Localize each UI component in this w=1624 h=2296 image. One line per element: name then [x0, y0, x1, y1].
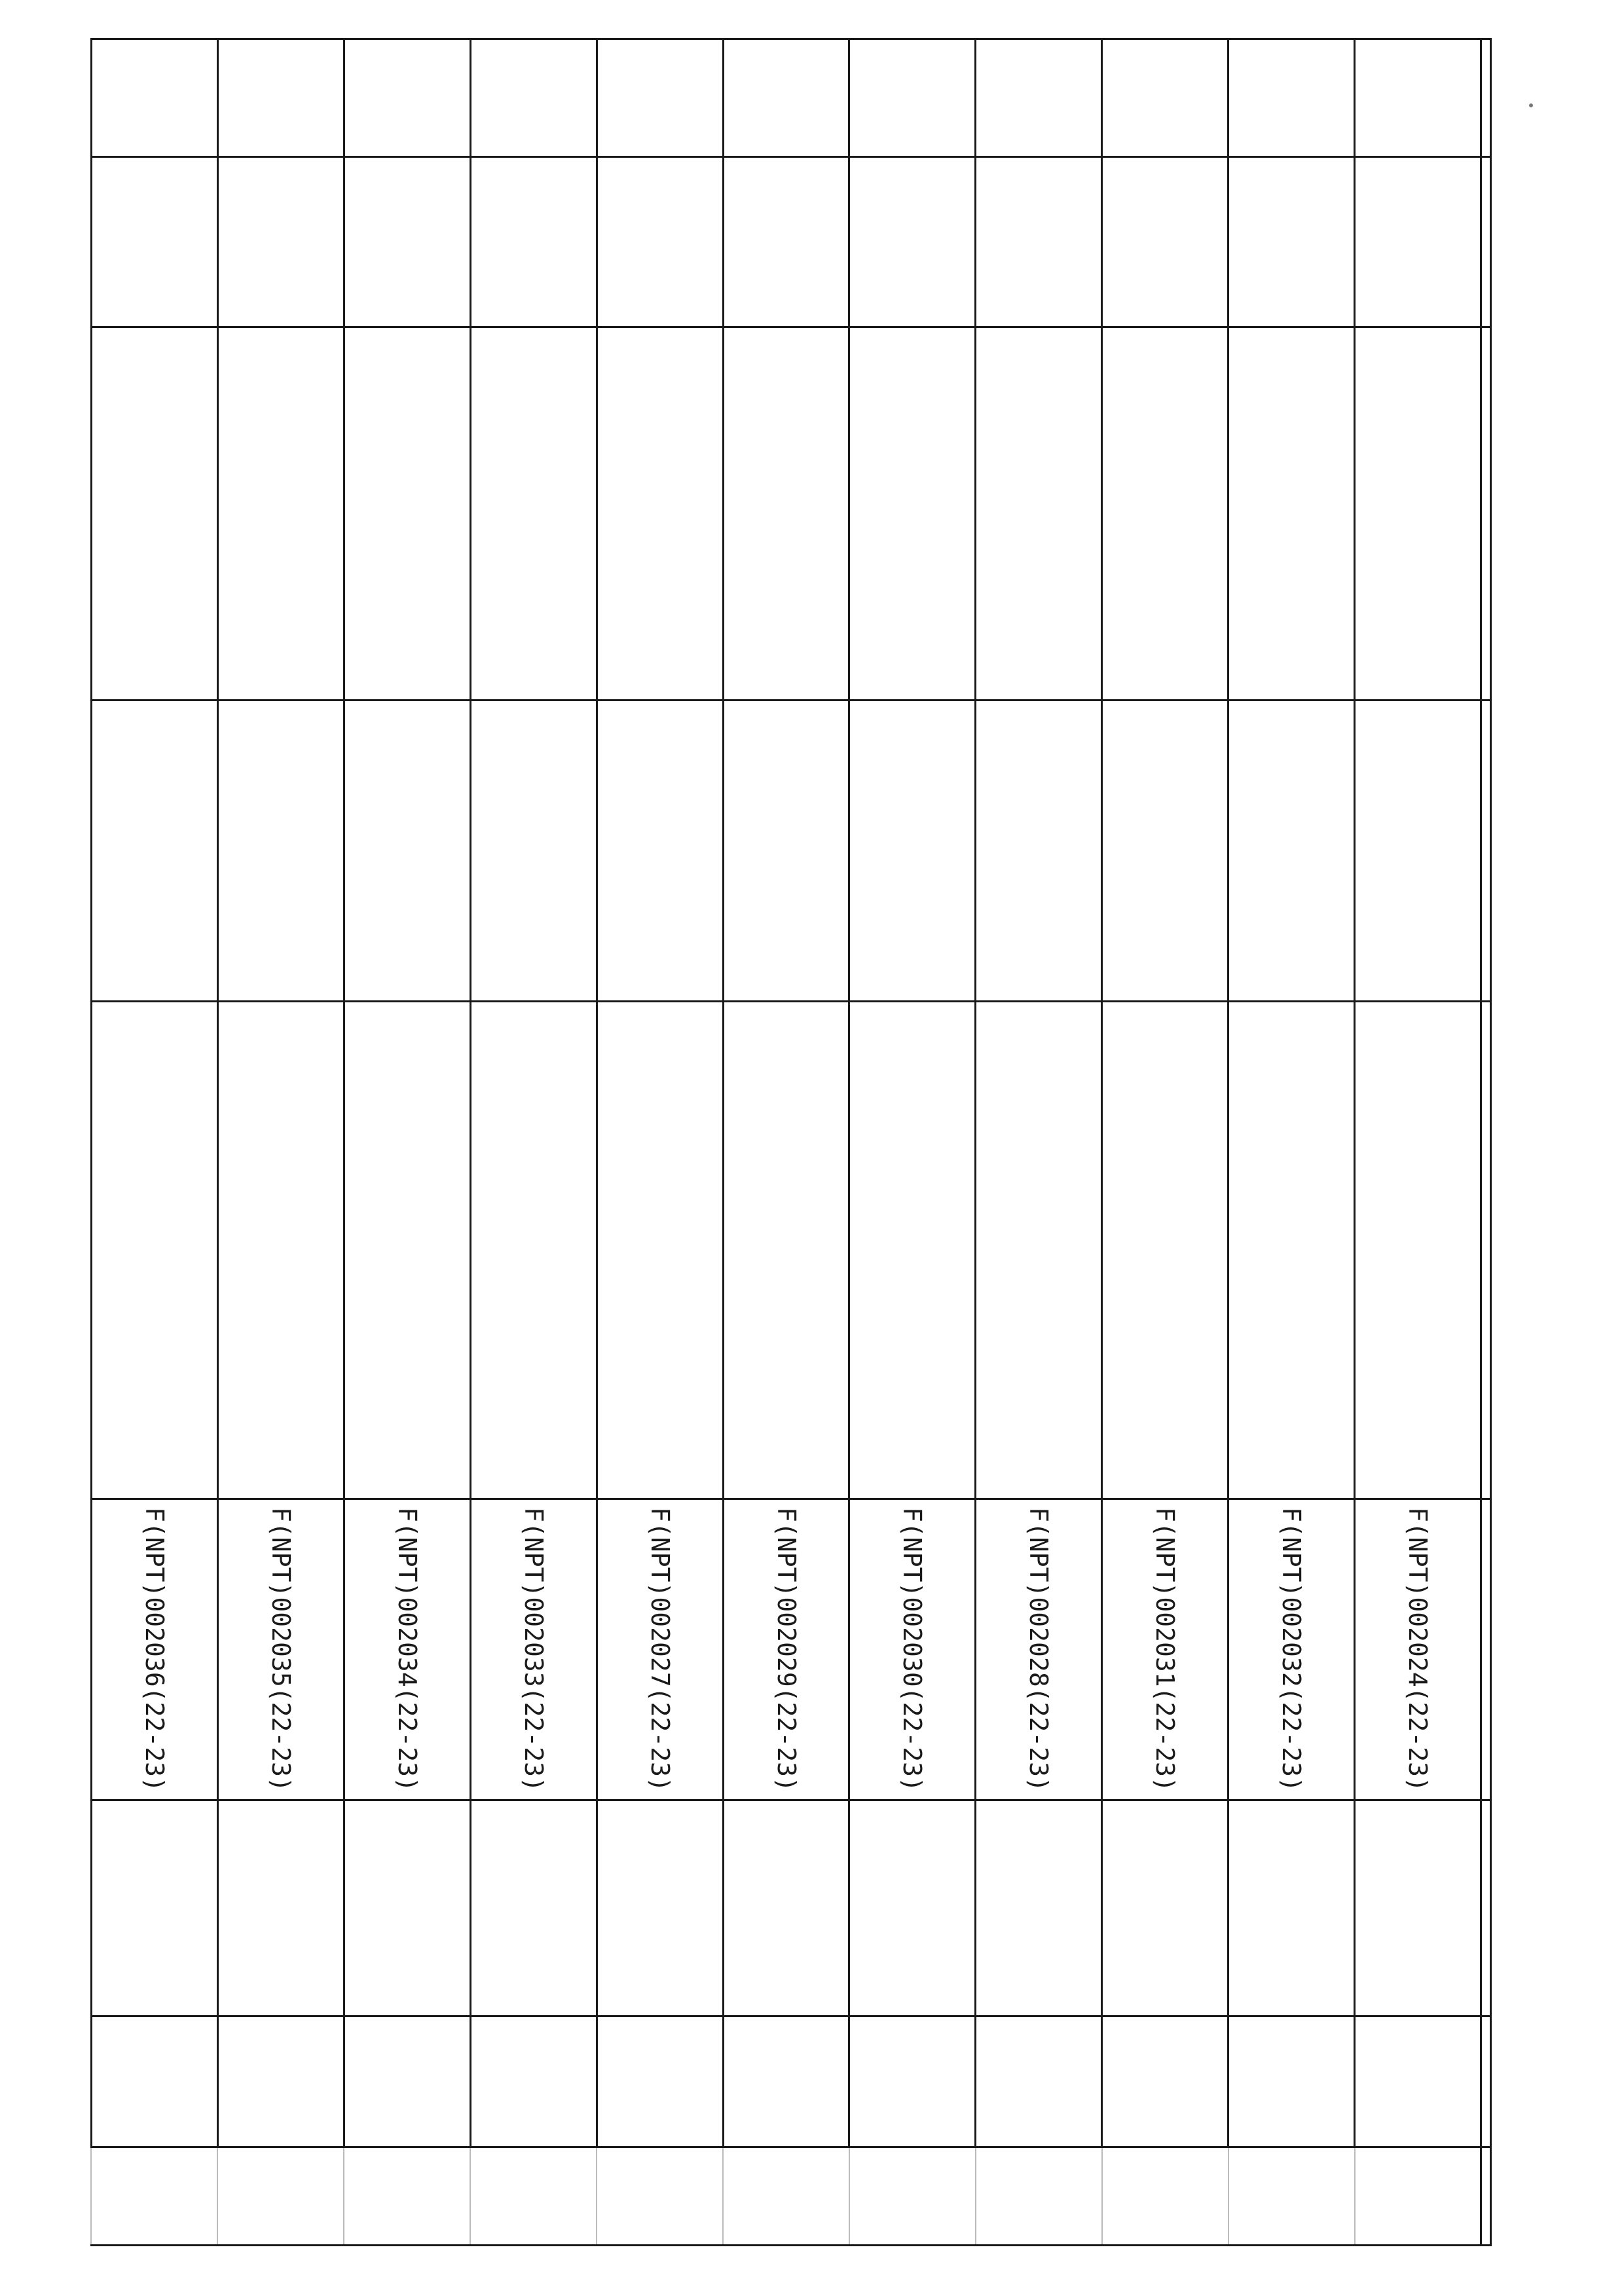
table-row: [976, 39, 1102, 2246]
row-status: [849, 2016, 976, 2147]
row-date: [976, 157, 1102, 327]
row-address: [344, 1002, 470, 1499]
row-place: [92, 701, 218, 1002]
row-file-no: F(NPT)002034(22-23): [344, 1499, 470, 1800]
row-address: [1228, 1002, 1355, 1499]
row-no: [217, 39, 344, 157]
row-file-no: F(NPT)002031(22-23): [1102, 1499, 1228, 1800]
table-row: [1355, 39, 1481, 2246]
row-applicant: [1102, 327, 1228, 701]
scan-mark: [1529, 103, 1533, 107]
row-township: [1102, 1800, 1228, 2016]
row-place: [1102, 701, 1228, 1002]
row-place: [1355, 701, 1481, 1002]
table-row: [1228, 39, 1355, 2246]
header-file-no: [1481, 1499, 1491, 1800]
row-applicant: [723, 327, 849, 701]
row-applicant: [597, 327, 723, 701]
row-address: [849, 1002, 976, 1499]
row-file-no: F(NPT)002028(22-23): [976, 1499, 1102, 1800]
row-no: [1102, 39, 1228, 157]
row-date: [1228, 157, 1355, 327]
row-applicant: [470, 327, 597, 701]
row-action: [344, 2147, 470, 2246]
row-status: [92, 2016, 218, 2147]
row-address: [1355, 1002, 1481, 1499]
row-township: [217, 1800, 344, 2016]
row-no: [1228, 39, 1355, 157]
row-file-no: F(NPT)002033(22-23): [470, 1499, 597, 1800]
row-place: [723, 701, 849, 1002]
row-address: [597, 1002, 723, 1499]
row-applicant: [849, 327, 976, 701]
table-row: [470, 39, 597, 2246]
row-applicant: [976, 327, 1102, 701]
row-action: [217, 2147, 344, 2246]
row-address: [92, 1002, 218, 1499]
row-no: [344, 39, 470, 157]
row-township: [723, 1800, 849, 2016]
row-no: [470, 39, 597, 157]
row-address: [1102, 1002, 1228, 1499]
row-township: [597, 1800, 723, 2016]
row-place: [344, 701, 470, 1002]
row-date: [470, 157, 597, 327]
register-sheet: [90, 38, 1492, 2244]
row-place: [470, 701, 597, 1002]
row-address: [723, 1002, 849, 1499]
row-township: [849, 1800, 976, 2016]
row-no: [597, 39, 723, 157]
row-file-no: F(NPT)002036(22-23): [92, 1499, 218, 1800]
row-file-no: F(NPT)002030(22-23): [849, 1499, 976, 1800]
row-date: [1355, 157, 1481, 327]
row-action: [92, 2147, 218, 2246]
table-row: [1102, 39, 1228, 2246]
row-address: [217, 1002, 344, 1499]
header-no: [1481, 39, 1491, 157]
row-township: [92, 1800, 218, 2016]
row-applicant: [1228, 327, 1355, 701]
row-township: [1228, 1800, 1355, 2016]
row-date: [849, 157, 976, 327]
row-place: [597, 701, 723, 1002]
header-applicant: [1481, 327, 1491, 701]
row-file-no: F(NPT)002027(22-23): [597, 1499, 723, 1800]
table-row: [597, 39, 723, 2246]
row-status: [344, 2016, 470, 2147]
row-date: [723, 157, 849, 327]
header-row: [1481, 39, 1491, 2246]
row-status: [1102, 2016, 1228, 2147]
row-status: [1355, 2016, 1481, 2147]
header-place: [1481, 701, 1491, 1002]
header-action: [1481, 2147, 1491, 2246]
row-status: [723, 2016, 849, 2147]
row-status: [1228, 2016, 1355, 2147]
row-action: [597, 2147, 723, 2246]
table-row: [344, 39, 470, 2246]
row-date: [217, 157, 344, 327]
row-place: [1228, 701, 1355, 1002]
table-row: [723, 39, 849, 2246]
row-no: [976, 39, 1102, 157]
register-table: [90, 38, 1492, 2246]
header-address: [1481, 1002, 1491, 1499]
row-applicant: [92, 327, 218, 701]
table-row: [849, 39, 976, 2246]
row-place: [217, 701, 344, 1002]
row-address: [470, 1002, 597, 1499]
row-no: [723, 39, 849, 157]
header-status: [1481, 2016, 1491, 2147]
row-township: [976, 1800, 1102, 2016]
row-township: [344, 1800, 470, 2016]
row-file-no: F(NPT)002032(22-23): [1228, 1499, 1355, 1800]
row-no: [92, 39, 218, 157]
row-applicant: [344, 327, 470, 701]
row-action: [976, 2147, 1102, 2246]
row-no: [1355, 39, 1481, 157]
row-file-no: F(NPT)002035(22-23): [217, 1499, 344, 1800]
row-no: [849, 39, 976, 157]
row-status: [470, 2016, 597, 2147]
row-action: [849, 2147, 976, 2246]
page-title: [1522, 98, 1549, 2193]
row-action: [1228, 2147, 1355, 2246]
row-date: [92, 157, 218, 327]
row-address: [976, 1002, 1102, 1499]
row-place: [976, 701, 1102, 1002]
header-date: [1481, 157, 1491, 327]
table-row: [217, 39, 344, 2246]
row-status: [976, 2016, 1102, 2147]
row-file-no: F(NPT)002024(22-23): [1355, 1499, 1481, 1800]
header-township: [1481, 1800, 1491, 2016]
row-date: [597, 157, 723, 327]
row-action: [470, 2147, 597, 2246]
row-township: [470, 1800, 597, 2016]
row-status: [217, 2016, 344, 2147]
row-action: [723, 2147, 849, 2246]
row-applicant: [1355, 327, 1481, 701]
row-place: [849, 701, 976, 1002]
row-date: [1102, 157, 1228, 327]
row-township: [1355, 1800, 1481, 2016]
row-status: [597, 2016, 723, 2147]
row-action: [1355, 2147, 1481, 2246]
row-action: [1102, 2147, 1228, 2246]
row-file-no: F(NPT)002029(22-23): [723, 1499, 849, 1800]
row-applicant: [217, 327, 344, 701]
table-row: [92, 39, 218, 2246]
row-date: [344, 157, 470, 327]
